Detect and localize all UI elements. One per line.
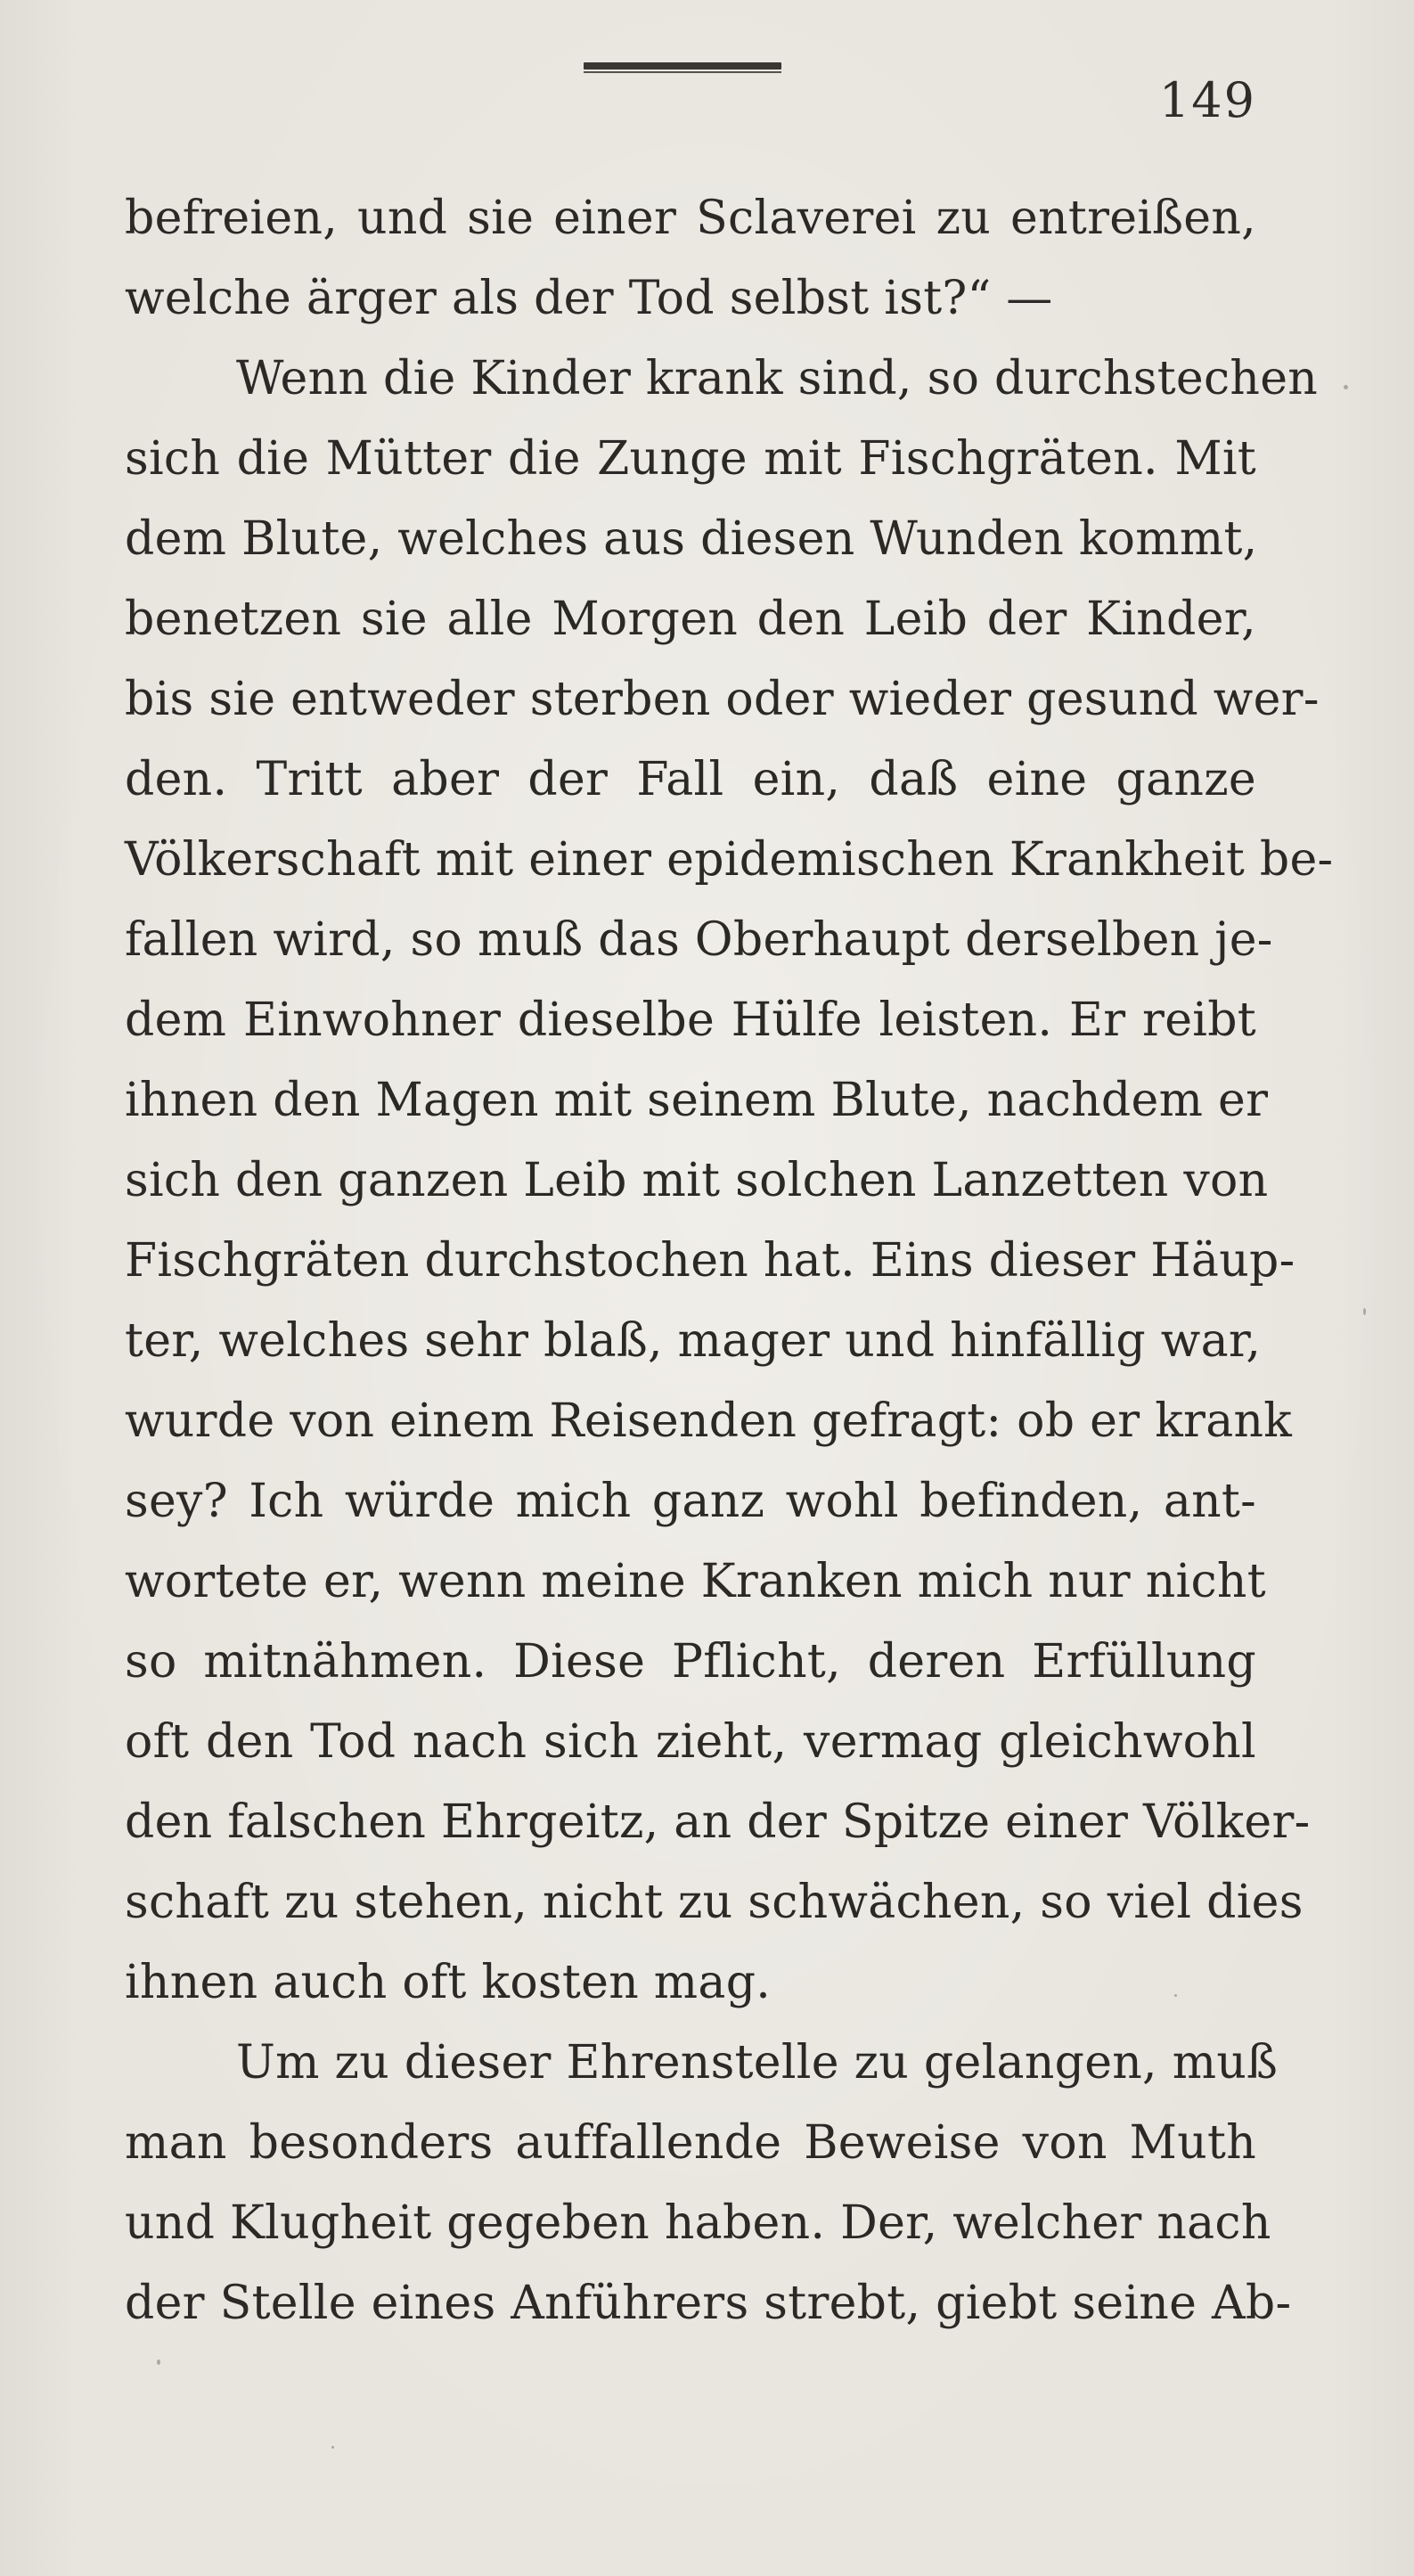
text-line: welche ärger als der Tod selbst ist?“ — <box>125 272 1053 325</box>
body-text <box>125 178 1334 2343</box>
text-line: wurde von einem Reisenden gefragt: ob er krank <box>125 1394 1293 1448</box>
text-line: oft den Tod nach sich zieht, vermag gleichwohl <box>125 1715 1256 1769</box>
header-rule-thick <box>584 62 781 70</box>
header-ornament-rule <box>584 62 781 73</box>
paper-speck <box>1174 1994 1177 1997</box>
text-line: Völkerschaft mit einer epidemischen Krankheit be- <box>125 833 1334 887</box>
text-line: sich die Mütter die Zunge mit Fischgräten. Mit <box>125 432 1256 486</box>
paper-speck <box>331 2446 334 2449</box>
paper-speck <box>1363 1308 1366 1315</box>
text-line: ter, welches sehr blaß, mager und hinfällig war, <box>125 1314 1262 1368</box>
header-rule-thin <box>584 71 781 73</box>
text-line: so mitnähmen. Diese Pflicht, deren Erfüllung <box>125 1635 1256 1689</box>
text-line: dem Einwohner dieselbe Hülfe leisten. Er reibt <box>125 994 1256 1047</box>
text-line: wortete er, wenn meine Kranken mich nur nicht <box>125 1555 1266 1608</box>
page-number: 149 <box>1158 72 1256 128</box>
text-line: bis sie entweder sterben oder wieder gesund wer- <box>125 673 1320 726</box>
text-line: benetzen sie alle Morgen den Leib der Kinder, <box>125 593 1256 646</box>
text-line: den. Tritt aber der Fall ein, daß eine ganze <box>125 753 1256 806</box>
text-line: der Stelle eines Anführers strebt, giebt seine Ab- <box>125 2277 1292 2330</box>
text-line: den falschen Ehrgeitz, an der Spitze einer Völker- <box>125 1795 1311 1849</box>
paper-speck <box>157 2359 160 2365</box>
text-line: Fischgräten durchstochen hat. Eins dieser Häup- <box>125 1234 1295 1288</box>
text-line: befreien, und sie einer Sclaverei zu entreißen, <box>125 192 1256 245</box>
text-line: ihnen den Magen mit seinem Blute, nachdem er <box>125 1074 1269 1127</box>
text-line: schaft zu stehen, nicht zu schwächen, so viel dies <box>125 1876 1304 1929</box>
text-line: fallen wird, so muß das Oberhaupt derselben je- <box>125 913 1273 967</box>
text-line: ihnen auch oft kosten mag. <box>125 1956 772 2009</box>
text-line: Um zu dieser Ehrenstelle zu gelangen, muß <box>236 2036 1279 2089</box>
text-line: dem Blute, welches aus diesen Wunden kommt, <box>125 512 1258 566</box>
text-line: sey? Ich würde mich ganz wohl befinden, ant- <box>125 1475 1256 1528</box>
text-line: Wenn die Kinder krank sind, so durchstechen <box>236 352 1319 405</box>
paper-speck <box>1344 385 1348 389</box>
text-line: und Klugheit gegeben haben. Der, welcher nach <box>125 2196 1271 2250</box>
text-line: man besonders auffallende Beweise von Muth <box>125 2116 1256 2170</box>
text-line: sich den ganzen Leib mit solchen Lanzetten von <box>125 1154 1269 1207</box>
